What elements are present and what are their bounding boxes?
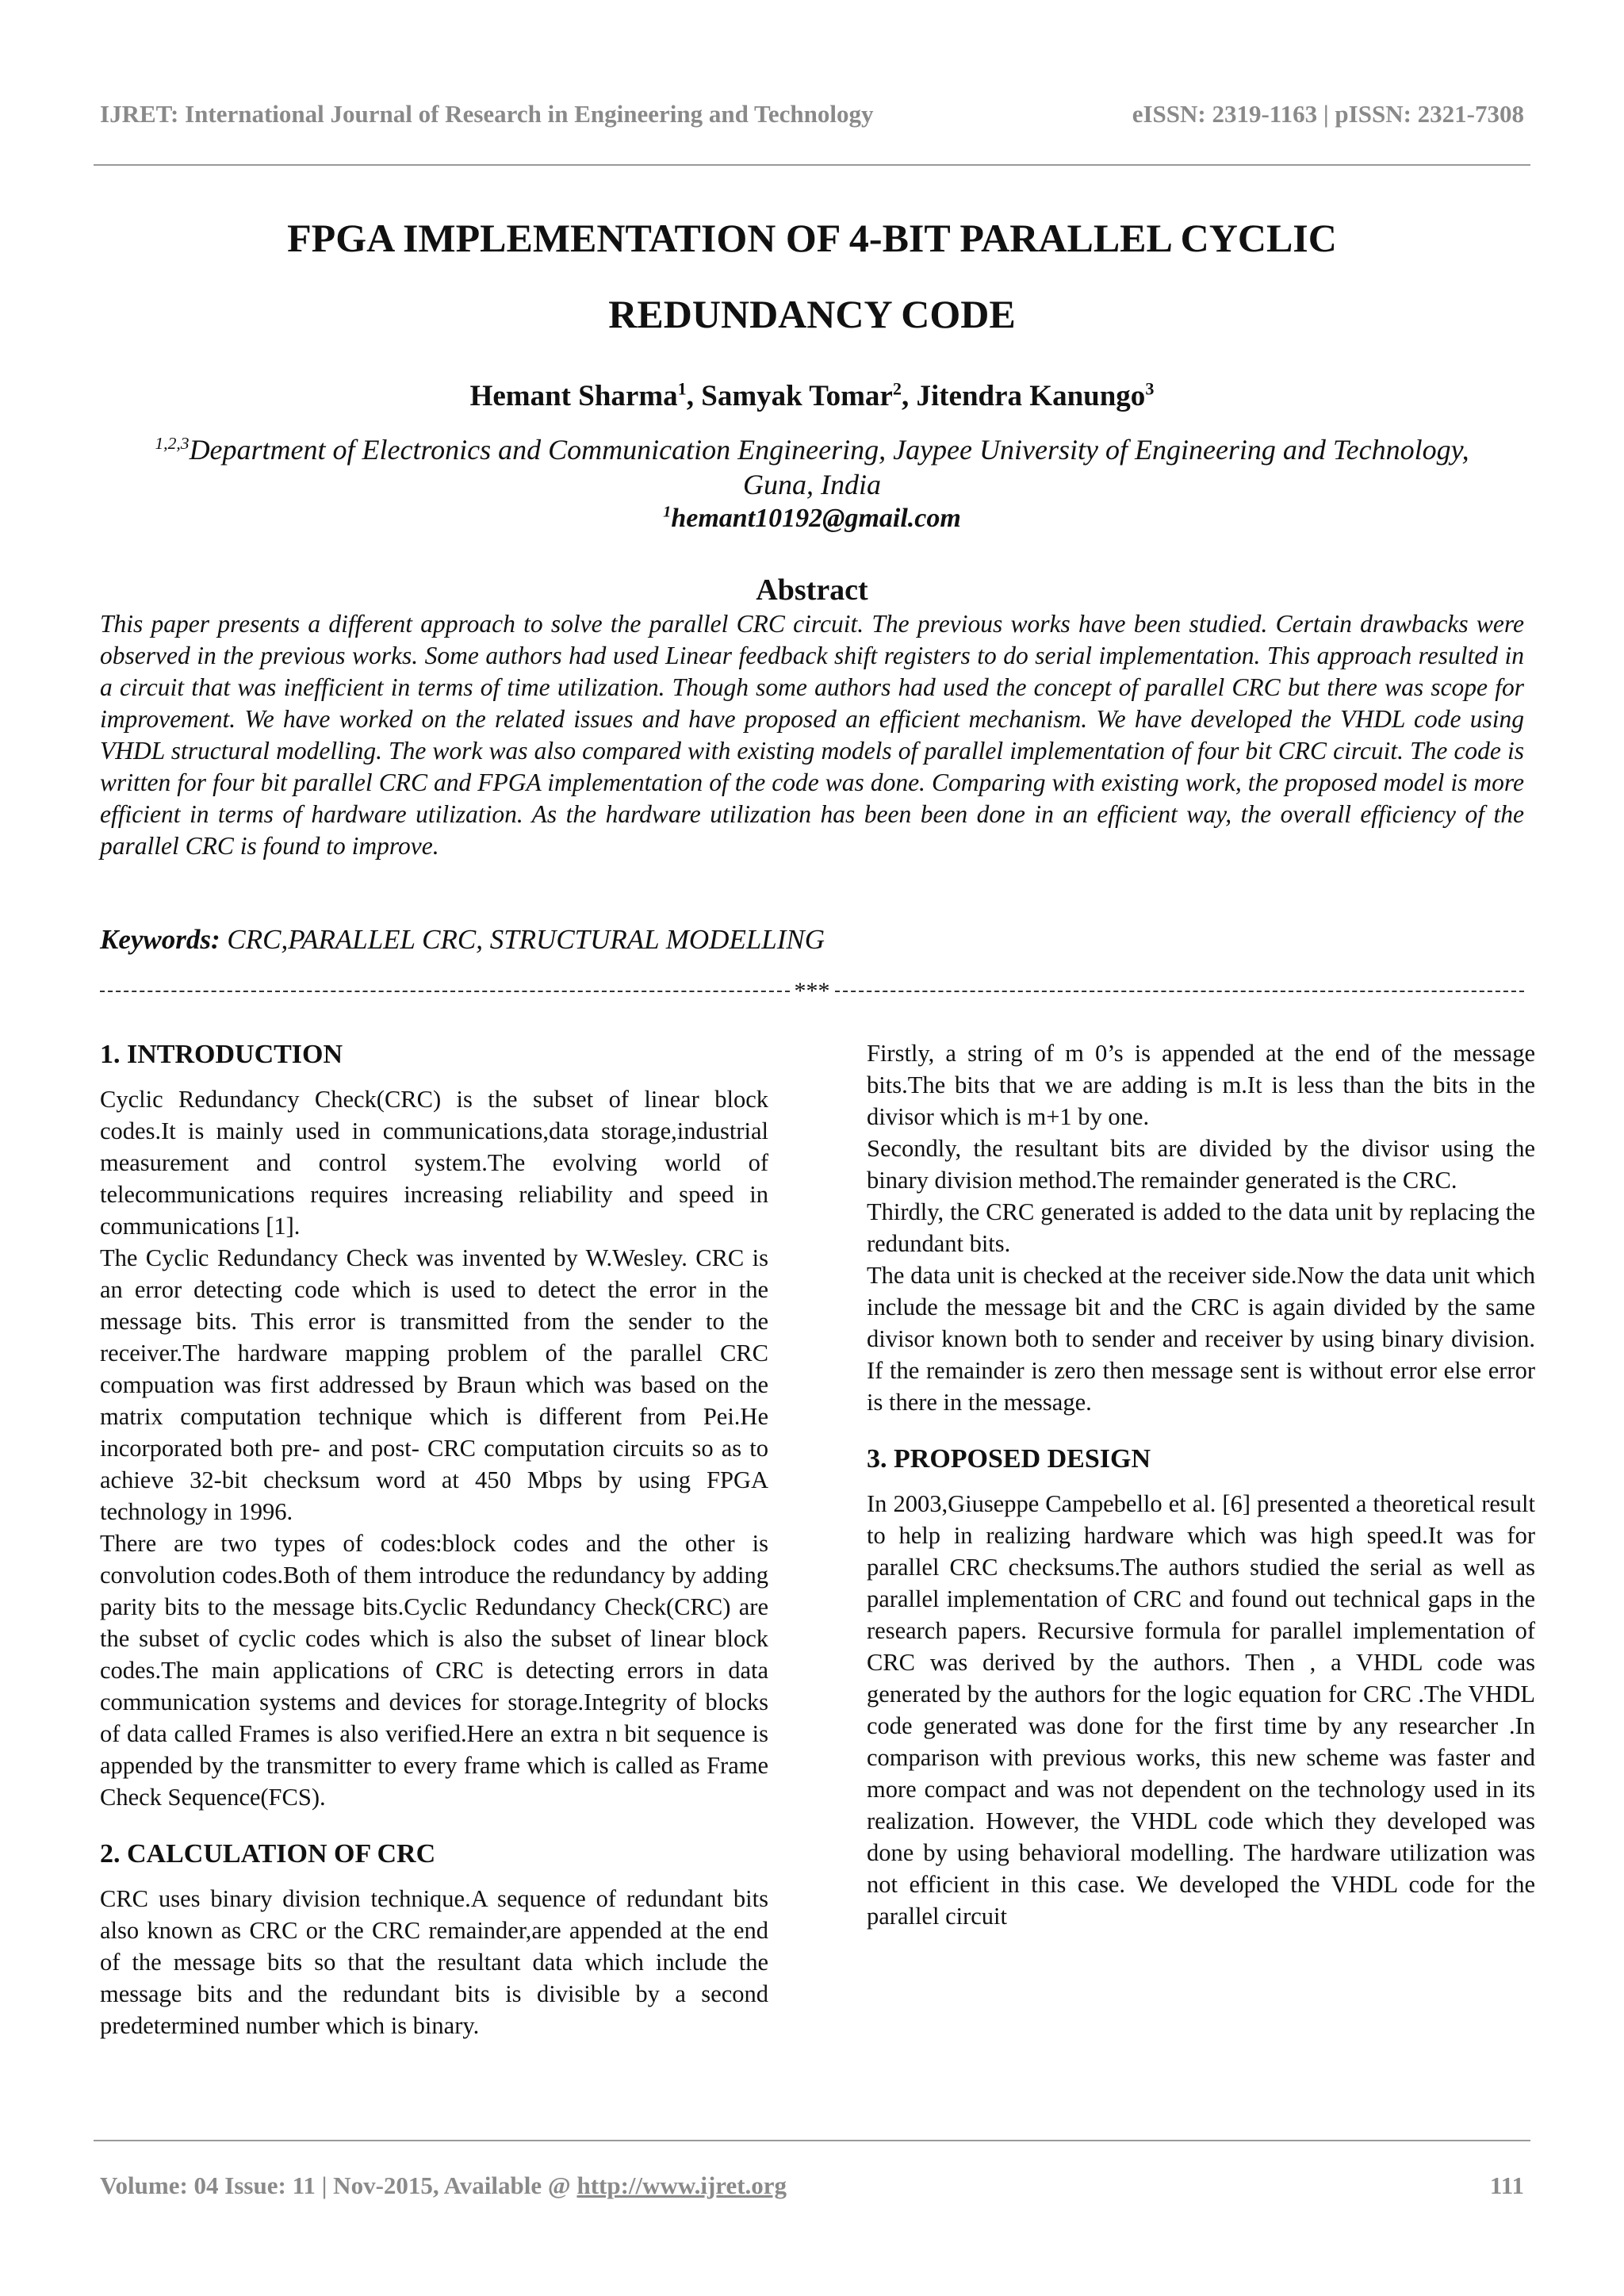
journal-name: IJRET: International Journal of Research in Engineering and Technology <box>100 100 874 128</box>
author-affil-mark: 2 <box>892 378 902 399</box>
author-email <box>100 504 1524 534</box>
abstract-text: This paper presents a different approach to solve the parallel CRC circuit. The previous works have been studied. Certain drawbacks were observed in the previous works. Some authors had used Linear feedback shift registers to do serial implementation. This approach resulted in a circuit that was inefficient in terms of time utilization. Though some authors had used the concept of parallel CRC but there was scope for improvement. We have worked on the related issues and have proposed an efficient mechanism. We have developed the VHDL code using VHDL structural modelling. The work was also compared with existing models of parallel implementation of four bit CRC circuit. The code is written for four bit parallel CRC and FPGA implementation of the code was done. Comparing with existing work, the proposed model is more efficient in terms of hardware utilization. As the hardware utilization has been been done in an efficient way, the overall efficiency of the parallel CRC is found to improve. <box>100 610 1524 860</box>
affiliation-text: Department of Electronics and Communication Engineering, Jaypee University of Engineering and Technology, <box>189 434 1469 466</box>
email-address: hemant10192@gmail.com <box>671 504 961 533</box>
separator-stars: *** <box>794 978 830 1004</box>
calc-paragraph-2: Firstly, a string of m 0’s is appended at the end of the message bits.The bits that we are adding is m.It is less than the bits in the divisor which is m+1 by one. <box>867 1040 1535 1130</box>
footer-divider <box>94 2140 1530 2141</box>
calc-paragraph-3: Secondly, the resultant bits are divided by the divisor using the binary division method.The remainder generated is the CRC. <box>867 1135 1535 1194</box>
section-heading-calculation: 2. CALCULATION OF CRC <box>100 1839 436 1869</box>
intro-paragraph-3: There are two types of codes:block codes and the other is convolution codes.Both of them introduce the redundancy by adding parity bits to the message bits.Cyclic Redundancy Check(CRC) are the subset of cyclic codes which is also the subset of linear block codes.The main applications of CRC is detecting errors in data communication systems and devices for storage.Integrity of blocks of data called Frames is also verified.Here an extra n bit sequence is appended by the transmitter to every frame which is called as Frame Check Sequence(FCS). <box>100 1530 768 1811</box>
affiliation <box>100 432 1524 502</box>
keywords-text: CRC,PARALLEL CRC, STRUCTURAL MODELLING <box>227 924 825 955</box>
journal-link[interactable]: http://www.ijret.org <box>576 2171 787 2199</box>
intro-paragraph-1: Cyclic Redundancy Check(CRC) is the subset of linear block codes.It is mainly used in communications,data storage,industrial measurement and control system.The evolving world of telecommunications requires increasing reliability and speed in communications [1]. <box>100 1086 768 1240</box>
calc-paragraph-5: The data unit is checked at the receiver side.Now the data unit which include the message bit and the CRC is again divided by the same divisor known both to sender and receiver by using binary division. If the remainder is zero then message sent is without error else error is there in the message. <box>867 1262 1535 1416</box>
author-affil-mark: 3 <box>1145 378 1155 399</box>
right-column <box>867 1037 1535 1932</box>
dashed-rule-right <box>835 991 1525 992</box>
affiliation-location: Guna, India <box>743 469 881 500</box>
author-affil-mark: 1 <box>677 378 687 399</box>
section-separator <box>100 976 1524 1007</box>
author-name: Hemant Sharma <box>469 380 678 412</box>
title-line-2: REDUNDANCY CODE <box>608 292 1016 336</box>
title-line-1: FPGA IMPLEMENTATION OF 4-BIT PARALLEL CYCLIC <box>287 216 1337 260</box>
intro-paragraph-2: The Cyclic Redundancy Check was invented by W.Wesley. CRC is an error detecting code which is used to detect the error in the message bits. This error is transmitted from the sender to the receiver.The hardware mapping problem of the parallel CRC compuation was first addressed by Braun which was based on the matrix computation technique which is different from Pei.He incorporated both pre- and post- CRC computation circuits so as to achieve 32-bit checksum word at 450 Mbps by using FPGA technology in 1996. <box>100 1244 768 1525</box>
author-list <box>100 379 1524 413</box>
email-mark: 1 <box>663 503 672 521</box>
running-header <box>100 100 1524 135</box>
left-column <box>100 1037 768 2041</box>
volume-info: Volume: 04 Issue: 11 | Nov-2015, Available @ <box>100 2171 577 2199</box>
paper-title <box>100 200 1524 352</box>
keywords <box>100 924 1524 956</box>
section-heading-introduction: 1. INTRODUCTION <box>100 1040 343 1069</box>
author-name: Samyak Tomar <box>701 380 893 412</box>
section-heading-proposed-design: 3. PROPOSED DESIGN <box>867 1444 1151 1474</box>
page-number: 111 <box>1489 2171 1524 2199</box>
header-divider <box>94 164 1530 166</box>
dashed-rule-left <box>100 991 790 992</box>
author-separator: , <box>901 380 917 412</box>
proposed-paragraph-1: In 2003,Giuseppe Campebello et al. [6] presented a theoretical result to help in realizing hardware which was high speed.It was for parallel CRC checksums.The authors studied the serial as well as parallel implementation of CRC and found out technical gaps in the research papers. Recursive formula for parallel implementation of CRC was derived by the authors. Then , a VHDL code was generated by the authors for the logic equation for CRC .The VHDL code generated was done for the first time by any researcher .In comparison with previous works, this new scheme was faster and more compact and was not dependent on the technology used in its realization. However, the VHDL code which they developed was done by using behavioral modelling. The hardware utilization was not efficient in this case. We developed the VHDL code for the parallel circuit <box>867 1490 1535 1930</box>
calc-paragraph-4: Thirdly, the CRC generated is added to the data unit by replacing the redundant bits. <box>867 1198 1535 1257</box>
author-separator: , <box>686 380 702 412</box>
keywords-label: Keywords: <box>100 924 220 955</box>
issn: eISSN: 2319-1163 | pISSN: 2321-7308 <box>1132 100 1524 128</box>
abstract-heading: Abstract <box>756 573 868 607</box>
author-name: Jitendra Kanungo <box>916 380 1146 412</box>
affiliation-mark: 1,2,3 <box>155 434 190 453</box>
calc-paragraph-1: CRC uses binary division technique.A sequence of redundant bits also known as CRC or the CRC remainder,are appended at the end of the message bits so that the resultant data which include the message bits and the redundant bits is divisible by a second predetermined number which is binary. <box>100 1885 768 2039</box>
